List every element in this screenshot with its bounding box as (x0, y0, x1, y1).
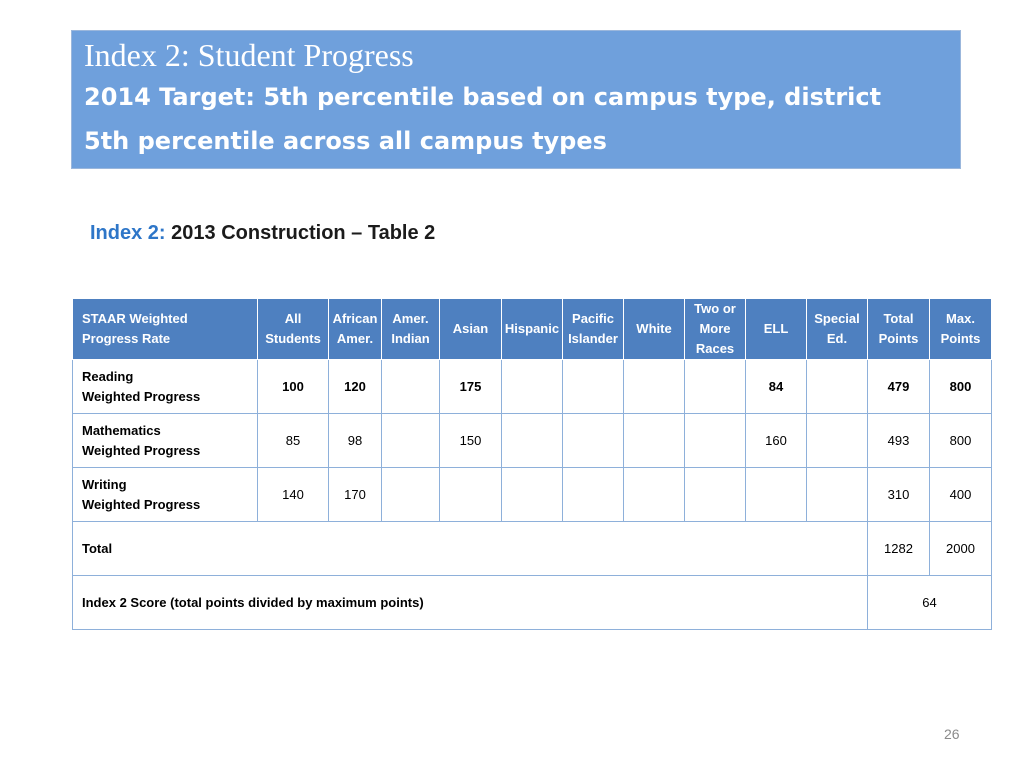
table-cell: 120 (329, 360, 382, 414)
table-cell: 310 (868, 468, 930, 522)
row-label (73, 414, 258, 468)
table-header-row (73, 299, 992, 360)
column-header-text: Points (940, 331, 981, 346)
table-row (73, 468, 992, 522)
column-header-text: Amer. (392, 311, 429, 326)
column-header-text: African (332, 311, 378, 326)
total-label: Total (73, 522, 868, 576)
table-cell: 140 (258, 468, 329, 522)
table-cell: 100 (258, 360, 329, 414)
column-header (258, 299, 329, 360)
table-cell: 84 (746, 360, 807, 414)
table-cell (502, 414, 563, 468)
table-cell (807, 468, 868, 522)
column-header-text: Progress Rate (82, 331, 171, 346)
table-cell (624, 360, 685, 414)
table-cell: 493 (868, 414, 930, 468)
table-cell (382, 468, 440, 522)
column-header (563, 299, 624, 360)
row-label (73, 468, 258, 522)
table-cell (807, 360, 868, 414)
max-points-value: 2000 (930, 522, 992, 576)
row-label (73, 360, 258, 414)
column-header-text: More (699, 321, 731, 336)
table-cell (624, 468, 685, 522)
column-header-text: Indian (391, 331, 430, 346)
table-cell (685, 360, 746, 414)
table-heading (90, 222, 435, 245)
table-cell (746, 468, 807, 522)
column-header (329, 299, 382, 360)
column-header-text: Total (883, 311, 914, 326)
table-row (73, 414, 992, 468)
score-value: 64 (868, 576, 992, 630)
table-cell: 800 (930, 414, 992, 468)
table-cell (685, 414, 746, 468)
title-banner (71, 30, 961, 169)
column-header-text: Ed. (826, 331, 848, 346)
table-row (73, 360, 992, 414)
column-header-text: Races (695, 341, 735, 356)
table-cell: 479 (868, 360, 930, 414)
column-header-text: Asian (452, 321, 489, 336)
column-header (440, 299, 502, 360)
column-header-text: STAAR Weighted (82, 311, 188, 326)
table-cell: 150 (440, 414, 502, 468)
column-header-text: ELL (763, 321, 789, 336)
table-cell: 175 (440, 360, 502, 414)
total-row (73, 522, 992, 576)
column-header (502, 299, 563, 360)
table-cell (440, 468, 502, 522)
table-cell (502, 468, 563, 522)
row-label-text: Writing (82, 476, 127, 492)
score-label: Index 2 Score (total points divided by maximum points) (73, 576, 868, 630)
row-label-text: Weighted Progress (82, 388, 201, 404)
column-header (930, 299, 992, 360)
score-row (73, 576, 992, 630)
slide-subtitle-line-1: 2014 Target: 5th percentile based on campus type, district (84, 83, 882, 111)
column-header-text: Two or (694, 301, 736, 316)
column-header-text: Students (265, 331, 321, 346)
total-points-value: 1282 (868, 522, 930, 576)
column-header (685, 299, 746, 360)
table-cell (807, 414, 868, 468)
column-header (746, 299, 807, 360)
column-header-text: Points (878, 331, 919, 346)
table-cell: 98 (329, 414, 382, 468)
column-header-text: All (284, 311, 302, 326)
slide-subtitle-line-2: 5th percentile across all campus types (84, 127, 607, 155)
table-cell (382, 360, 440, 414)
row-label-text: Weighted Progress (82, 496, 201, 512)
column-header (807, 299, 868, 360)
table-cell (685, 468, 746, 522)
table-cell: 85 (258, 414, 329, 468)
column-header-text: Special (814, 311, 860, 326)
column-header (868, 299, 930, 360)
table-cell: 800 (930, 360, 992, 414)
table-heading-text: 2013 Construction – Table 2 (171, 222, 436, 244)
table-cell: 170 (329, 468, 382, 522)
column-header (624, 299, 685, 360)
slide-title: Index 2: Student Progress (84, 37, 414, 73)
column-header-text: Islander (568, 331, 618, 346)
column-header-text: Pacific (572, 311, 614, 326)
row-label-text: Reading (82, 368, 134, 384)
table-cell: 400 (930, 468, 992, 522)
column-header-text: Max. (946, 311, 975, 326)
page-number: 26 (944, 726, 960, 742)
row-label-text: Mathematics (82, 422, 161, 438)
table-heading-prefix: Index 2: (90, 222, 166, 244)
header-row-label (73, 299, 258, 360)
column-header-text: Hispanic (504, 321, 560, 336)
column-header-text: Amer. (336, 331, 374, 346)
table-cell (563, 468, 624, 522)
table-cell: 160 (746, 414, 807, 468)
table-cell (502, 360, 563, 414)
column-header-text: White (636, 321, 672, 336)
table-cell (563, 360, 624, 414)
table-cell (624, 414, 685, 468)
row-label-text: Weighted Progress (82, 442, 201, 458)
column-header (382, 299, 440, 360)
table-cell (382, 414, 440, 468)
table-cell (563, 414, 624, 468)
index-2-table (72, 298, 992, 630)
